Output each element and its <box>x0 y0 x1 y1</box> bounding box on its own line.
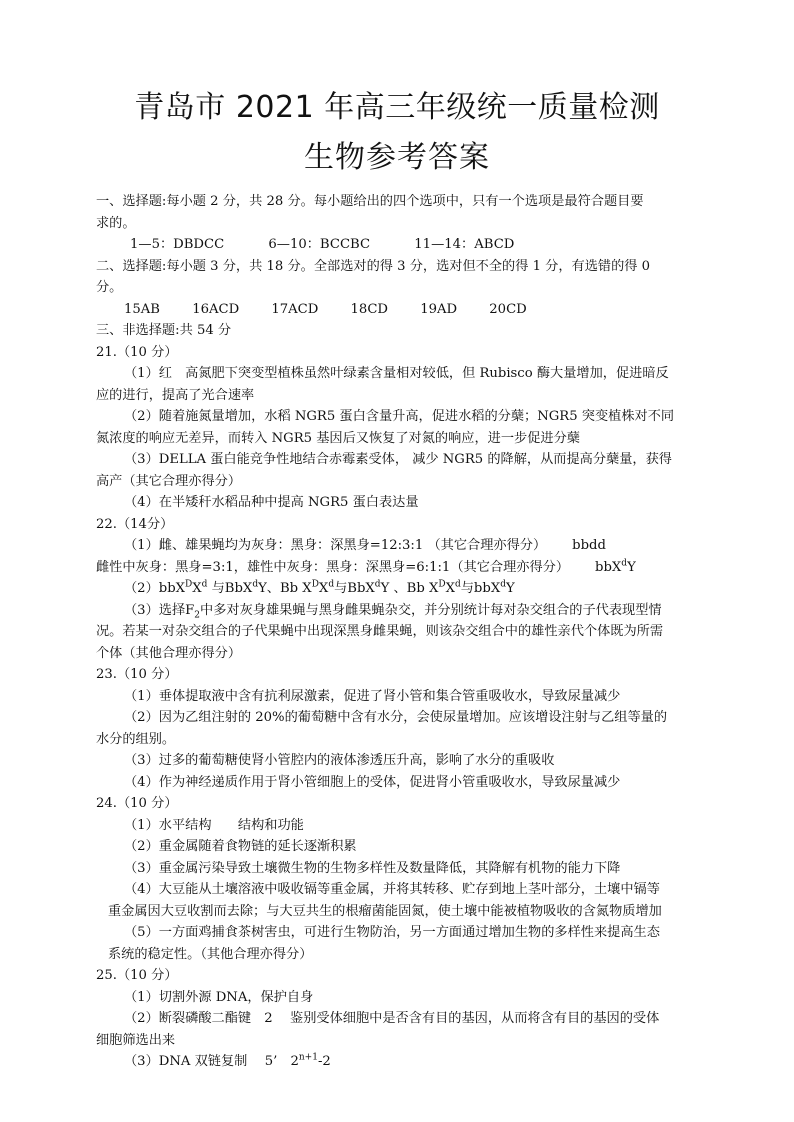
answer-line: （4）作为神经递质作用于肾小管细胞上的受体，促进肾小管重吸收水，导致尿量减少 <box>124 774 621 790</box>
part2-heading: 二、选择题:每小题 3 分，共 18 分。全部选对的得 3 分，选对但不全的得 1 分，有选错的得 0 <box>96 258 651 274</box>
question-label: 24.（10 分） <box>96 796 178 811</box>
answer-line: （3）选择$F_2$中多对灰身雄果蝇与黑身雌果蝇杂交，并分别统计每对杂交组合的子代表现型情 <box>124 602 662 621</box>
answer-item: 15AB <box>124 301 160 317</box>
answer-line: （1）垂体提取液中含有抗利尿激素，促进了肾小管和集合管重吸收水，导致尿量减少 <box>124 688 621 704</box>
answer-group: 11—14：ABCD <box>414 237 515 252</box>
genotype: bbX$^d$Y <box>595 558 636 575</box>
question-label: 23.（10 分） <box>96 667 178 682</box>
question-label: 21.（10 分） <box>96 344 178 360</box>
answer-line: 重金属因大豆收割而去除；与大豆共生的根瘤菌能固氮，使土壤中能被植物吸收的含氮物质增加 <box>108 903 662 919</box>
answer-line: （1）水平结构 结构和功能 <box>124 817 304 833</box>
answer-line: （3）过多的葡萄糖使肾小管腔内的液体渗透压升高，影响了水分的重吸收 <box>124 753 555 768</box>
answer-line: 系统的稳定性。（其他合理亦得分） <box>108 946 313 962</box>
genotype: bbdd <box>572 538 606 553</box>
answer-line: （4）在半矮秆水稻品种中提高 NGR5 蛋白表达量 <box>124 495 419 510</box>
answer-text: 雌性中灰身：黑身=3:1，雄性中灰身：黑身：深黑身=6:1:1（其它合理亦得分） <box>96 559 570 575</box>
answer-line: 高产（其它合理亦得分） <box>96 473 242 489</box>
answer-item: 19AD <box>420 301 458 317</box>
answer-line: （2）随着施氮量增加，水稻 NGR5 蛋白含量升高，促进水稻的分蘖；NGR5 突变植株对不同 <box>124 409 675 424</box>
answer-line: 水分的组别。 <box>96 731 176 747</box>
answer-line: （2）断裂磷酸二酯键 2 鉴别受体细胞中是否含有目的基因，从而将含有目的基因的受体 <box>124 1011 660 1026</box>
part1-answers <box>96 234 706 256</box>
answer-line: 氮浓度的响应无差异，而转入 NGR5 基因后又恢复了对氮的响应，进一步促进分蘖 <box>96 430 580 446</box>
answer-line: $(2)bbX^DX^d$ 与BbX$^d$Y、Bb $X^DX^d$与BbX$^d$Y 、Bb $X^DX^d$与bbX$^d$Y <box>124 579 515 596</box>
answer-line: 细胞筛选出来 <box>96 1032 176 1048</box>
answer-item: 18CD <box>350 301 388 317</box>
part1-heading: 一、选择题:每小题 2 分，共 28 分。每小题给出的四个选项中，只有一个选项是最符合题目要 <box>96 194 644 209</box>
answer-line <box>96 557 706 579</box>
answer-line: （2）因为乙组注射的 20%的葡萄糖中含有水分，会使尿量增加。应该增设注射与乙组等量的 <box>124 710 668 725</box>
answer-line: （1）红 高氮肥下突变型植株虽然叶绿素含量相对较低，但 Rubisco 酶大量增加，促进暗反 <box>124 366 669 381</box>
answer-group: 1—5：DBDCC <box>130 237 225 252</box>
part2-heading-cont: 分。 <box>96 280 123 295</box>
answer-text: （1）雌、雄果蝇均为灰身：黑身：深黑身=12:3:1 （其它合理亦得分） <box>124 538 547 553</box>
answer-line: （3）重金属污染导致土壤微生物的生物多样性及数量降低，其降解有机物的能力下降 <box>124 860 621 876</box>
answer-line: 况。若某一对杂交组合的子代果蝇中出现深黑身雌果蝇，则该杂交组合中的雄性亲代个体既为所需 <box>96 624 664 639</box>
question-label: 22.（14分） <box>96 516 174 532</box>
answer-content <box>96 191 706 1073</box>
answer-line: （3）DNA 双链复制 5’ $2^{n+1}-2$ <box>124 1052 331 1069</box>
answer-line: （4）大豆能从土壤溶液中吸收镉等重金属，并将其转移、贮存到地上茎叶部分，土壤中镉等 <box>124 882 660 897</box>
answer-line: （5）一方面鸡捕食茶树害虫，可进行生物防治，另一方面通过增加生物的多样性来提高生态 <box>124 925 660 940</box>
question-label: 25.（10 分） <box>96 968 178 983</box>
part2-answers <box>96 299 706 321</box>
answer-line <box>96 535 706 557</box>
answer-item: 17ACD <box>271 301 319 317</box>
part1-heading-cont: 求的。 <box>96 215 136 231</box>
answer-line: （2）重金属随着食物链的延长逐渐积累 <box>124 839 357 854</box>
answer-line: （3）DELLA 蛋白能竞争性地结合赤霉素受体， 减少 NGR5 的降解，从而提高分蘖量，获得 <box>124 452 672 467</box>
answer-item: 16ACD <box>192 301 240 317</box>
answer-line: （1）切割外源 DNA，保护自身 <box>124 989 314 1005</box>
answer-line: 应的进行，提高了光合速率 <box>96 387 255 403</box>
document-subtitle: 生物参考答案 <box>304 140 490 175</box>
answer-line: 个体（其他合理亦得分） <box>96 645 242 661</box>
part3-heading: 三、非选择题:共 54 分 <box>96 323 232 338</box>
answer-group: 6—10：BCCBC <box>268 237 371 252</box>
document-title: 青岛市 2021 年高三年级统一质量检测 <box>134 90 660 125</box>
answer-item: 20CD <box>489 301 527 317</box>
